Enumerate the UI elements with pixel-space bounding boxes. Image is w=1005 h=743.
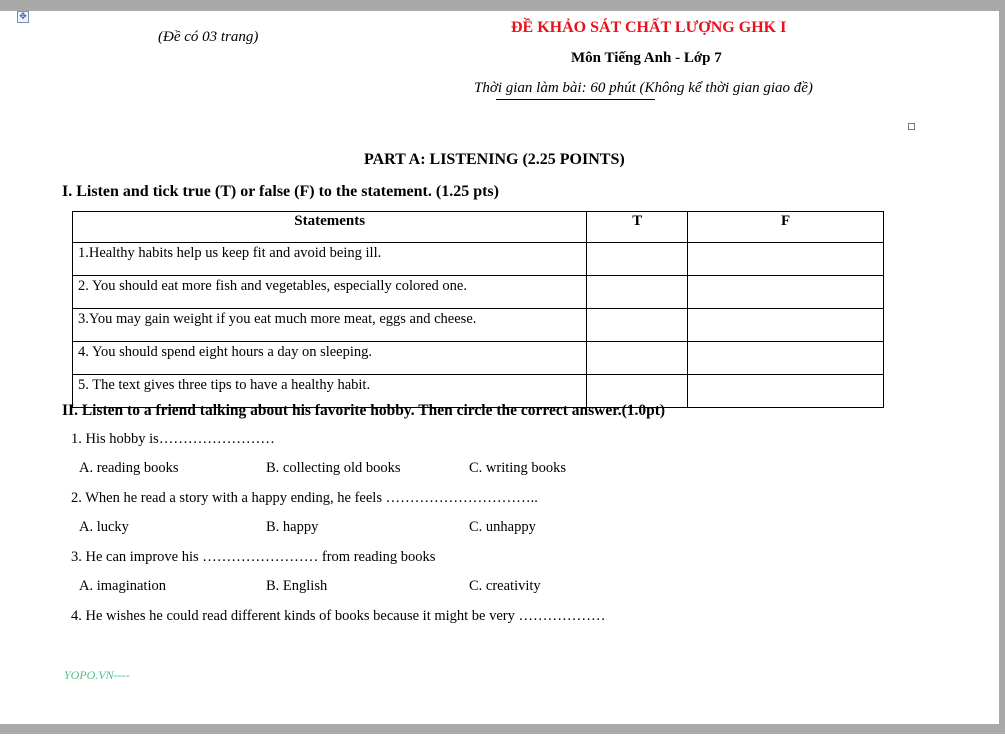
question-3: 3. He can improve his …………………… from reading books	[71, 549, 436, 565]
true-cell[interactable]	[587, 342, 688, 375]
question-2-option-a[interactable]: A. lucky	[79, 519, 129, 535]
table-row	[73, 243, 884, 276]
question-2-option-c[interactable]: C. unhappy	[469, 519, 536, 535]
question-3-option-a[interactable]: A. imagination	[79, 578, 166, 594]
question-2-option-b[interactable]: B. happy	[266, 519, 319, 535]
statement-cell: 3.You may gain weight if you eat much more meat, eggs and cheese.	[73, 309, 587, 342]
true-cell[interactable]	[587, 309, 688, 342]
column-header-true: T	[587, 212, 688, 243]
subject-line: Môn Tiếng Anh - Lớp 7	[571, 50, 722, 66]
true-cell[interactable]	[587, 243, 688, 276]
statement-cell: 1.Healthy habits help us keep fit and avoid being ill.	[73, 243, 587, 276]
question-1: 1. His hobby is……………………	[71, 431, 275, 447]
page-bottom-strip	[0, 734, 1005, 743]
pages-note: (Đề có 03 trang)	[158, 29, 259, 45]
statement-cell: 4. You should spend eight hours a day on sleeping.	[73, 342, 587, 375]
table-row	[73, 276, 884, 309]
question-4: 4. He wishes he could read different kinds of books because it might be very ………………	[71, 608, 606, 624]
question-2: 2. When he read a story with a happy ending, he feels …………………………..	[71, 490, 538, 506]
false-cell[interactable]	[688, 375, 884, 408]
table-row	[73, 309, 884, 342]
true-cell[interactable]	[587, 276, 688, 309]
window-top-border	[0, 0, 1005, 11]
question-1-option-c[interactable]: C. writing books	[469, 460, 567, 476]
page-bottom-border	[0, 724, 1005, 734]
statement-cell: 2. You should eat more fish and vegetables, especially colored one.	[73, 276, 587, 309]
exam-title: ĐỀ KHẢO SÁT CHẤT LƯỢNG GHK I	[511, 19, 787, 36]
column-header-false: F	[688, 212, 884, 243]
window-right-border	[999, 0, 1005, 743]
table-row	[73, 342, 884, 375]
question-1-option-b[interactable]: B. collecting old books	[266, 460, 401, 476]
section-2-heading: II. Listen to a friend talking about his favorite hobby. Then circle the correct answer.(1.0pt)	[62, 402, 666, 419]
false-cell[interactable]	[688, 309, 884, 342]
time-underline	[496, 99, 655, 100]
false-cell[interactable]	[688, 243, 884, 276]
table-header-row	[73, 212, 884, 243]
question-3-option-b[interactable]: B. English	[266, 578, 328, 594]
false-cell[interactable]	[688, 342, 884, 375]
false-cell[interactable]	[688, 276, 884, 309]
statement-cell: 5. The text gives three tips to have a healthy habit.	[73, 375, 587, 408]
part-a-title: PART A: LISTENING (2.25 POINTS)	[364, 151, 625, 168]
table-move-handle-icon[interactable]: ✥	[17, 11, 29, 23]
table-resize-handle-icon[interactable]	[908, 123, 915, 130]
footer-watermark: YOPO.VN----	[64, 668, 130, 682]
question-1-option-a[interactable]: A. reading books	[79, 460, 179, 476]
statements-table	[72, 211, 884, 408]
column-header-statements: Statements	[73, 212, 587, 243]
time-line: Thời gian làm bài: 60 phút (Không kể thời gian giao đề)	[474, 80, 813, 96]
section-1-heading: I. Listen and tick true (T) or false (F) to the statement. (1.25 pts)	[62, 183, 499, 200]
question-3-option-c[interactable]: C. creativity	[469, 578, 541, 594]
